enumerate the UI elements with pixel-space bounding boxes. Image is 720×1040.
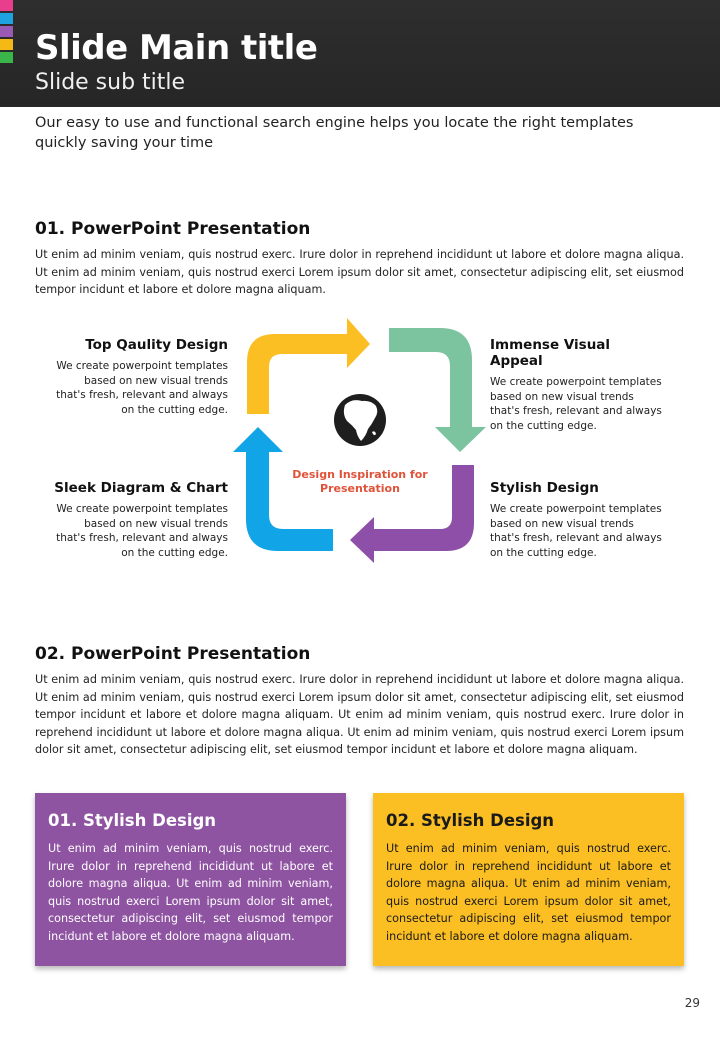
- box-text: Ut enim ad minim veniam, quis nostrud exerc. Irure dolor in reprehend incididunt ut labore et dolore magna aliqua. Ut enim ad minim veniam, quis nostrud exerci Lorem ipsum dolor sit amet, consectetur adipiscing elit, set eiusmod tempor incidunt et labore et dolore magna aliquam.: [386, 842, 671, 943]
- feature-desc: We create powerpoint templates based on new visual trends that's fresh, relevant and always on the cutting edge.: [490, 503, 662, 559]
- section2-text: Ut enim ad minim veniam, quis nostrud exerc. Irure dolor in reprehend incididunt ut labore et dolore magna aliqua. Ut enim ad minim veniam, quis nostrud exerci Lorem ipsum dolor sit amet, consectetur adipiscing elit, set eiusmod tempor incidunt et labore et dolore magna aliquam. Ut enim ad minim veniam, quis nostrud exerc. Irure dolor in reprehend incididunt ut labore et dolore magna aliqua. Ut enim ad minim veniam, quis nostrud exerci Lorem ipsum dolor sit amet, consectetur adipiscing elit, set eiusmod tempor incidunt et labore et dolore magna aliquam.: [35, 673, 684, 756]
- feature-top-right: [490, 337, 665, 433]
- color-strip-pink: [0, 0, 13, 11]
- box-title: 02. Stylish Design: [386, 811, 555, 830]
- intro-text: Our easy to use and functional search engine helps you locate the right templates quickly saving your time: [35, 115, 634, 151]
- slide-title: Slide Main title: [35, 28, 318, 68]
- page-number: 29: [684, 996, 700, 1010]
- slide-header: [0, 0, 720, 107]
- color-strip-yellow: [0, 39, 13, 50]
- africa-globe-icon: [334, 394, 386, 446]
- box-title: 01. Stylish Design: [48, 811, 217, 830]
- feature-bottom-left: [53, 480, 228, 560]
- color-strip-purple: [0, 26, 13, 37]
- section1-title: 01. PowerPoint Presentation: [35, 219, 311, 239]
- purple-info-box: [35, 793, 346, 966]
- feature-title: Immense Visual Appeal: [490, 337, 611, 369]
- arrow-green: [389, 328, 486, 452]
- yellow-info-box: [373, 793, 684, 966]
- feature-title: Stylish Design: [490, 480, 599, 496]
- section2-title: 02. PowerPoint Presentation: [35, 644, 311, 664]
- feature-title: Top Qaulity Design: [85, 337, 228, 353]
- feature-top-left: [53, 337, 228, 417]
- slide-subtitle: Slide sub title: [35, 70, 186, 95]
- section1-text: Ut enim ad minim veniam, quis nostrud exerc. Irure dolor in reprehend incididunt ut labore et dolore magna aliqua. Ut enim ad minim veniam, quis nostrud exerci Lorem ipsum dolor sit amet, consectetur adipiscing elit, set eiusmod tempor incidunt et labore et dolore magna aliquam.: [35, 248, 684, 296]
- cycle-diagram: [232, 313, 488, 569]
- box-text: Ut enim ad minim veniam, quis nostrud exerc. Irure dolor in reprehend incididunt ut labore et dolore magna aliqua. Ut enim ad minim veniam, quis nostrud exerci Lorem ipsum dolor sit amet, consectetur adipiscing elit, set eiusmod tempor incidunt et labore et dolore magna aliquam.: [48, 842, 333, 943]
- feature-desc: We create powerpoint templates based on new visual trends that's fresh, relevant and always on the cutting edge.: [56, 503, 228, 559]
- feature-bottom-right: [490, 480, 665, 560]
- feature-title: Sleek Diagram & Chart: [54, 480, 228, 496]
- color-strip-blue: [0, 13, 13, 24]
- feature-desc: We create powerpoint templates based on new visual trends that's fresh, relevant and always on the cutting edge.: [490, 376, 662, 432]
- diagram-center-label: Design Inspiration for Presentation: [292, 468, 428, 495]
- feature-desc: We create powerpoint templates based on new visual trends that's fresh, relevant and always on the cutting edge.: [56, 360, 228, 416]
- color-strip-green: [0, 52, 13, 63]
